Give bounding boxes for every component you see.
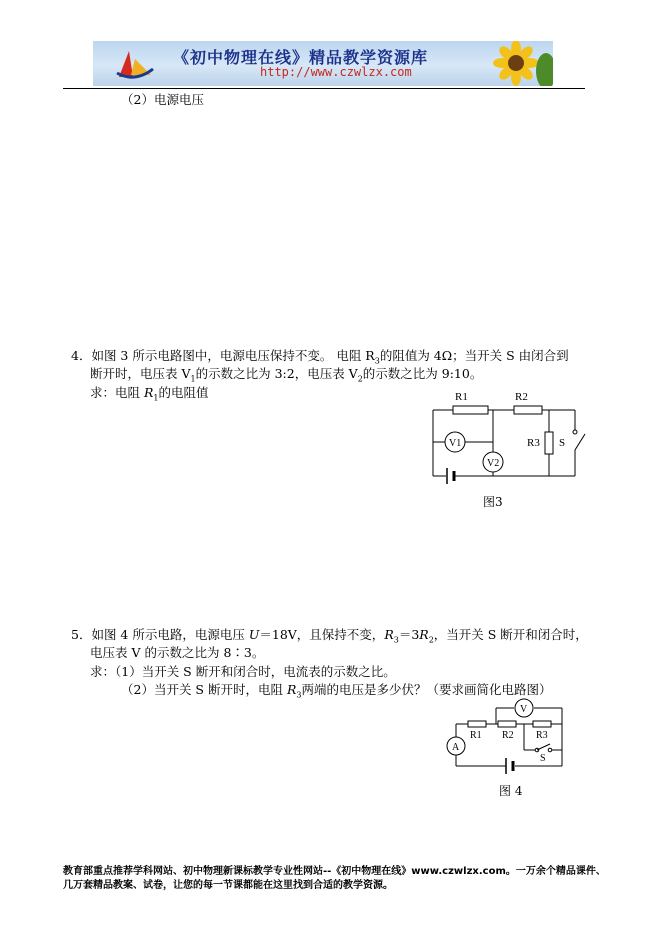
label-r3-fig4: R3 — [536, 730, 548, 741]
label-s-fig4: S — [540, 753, 546, 764]
figure4-caption: 图 4 — [499, 784, 523, 798]
footer-line1: 教育部重点推荐学科网站、初中物理新课标教学专业性网站--《初中物理在线》www.czwlzx.com。一万余个精品课件、 — [63, 866, 606, 877]
label-r2-fig4: R2 — [502, 730, 514, 741]
label-s: S — [559, 437, 566, 449]
resistor-r3-fig4 — [533, 721, 551, 727]
label-v2: V2 — [487, 458, 500, 469]
figure3-caption: 图3 — [483, 495, 503, 509]
sunflower-image — [488, 41, 553, 86]
circuit-figure-4 — [440, 694, 575, 782]
resistor-r2 — [514, 406, 542, 414]
label-v-fig4: V — [520, 704, 528, 715]
header-rule — [63, 88, 585, 89]
site-logo — [115, 49, 155, 81]
q5-line4: （2）当开关 S 断开时，电阻 $R_3$两端的电压是多少伏？（要求画简化电路图） — [121, 682, 552, 700]
label-a-fig4: A — [452, 742, 460, 753]
label-r3: R3 — [527, 437, 540, 449]
circuit-figure-3 — [425, 388, 595, 513]
q5-line1: 5．如图 4 所示电路，电源电压 U＝18V，且保持不变，$R_3=3R_2$，当开关 S 断开和闭合时， — [71, 627, 588, 645]
battery-symbol — [447, 468, 454, 484]
label-r1-fig4: R1 — [470, 730, 482, 741]
banner-title: 《初中物理在线》精品教学资源库 — [173, 48, 429, 67]
resistor-r1-fig4 — [468, 721, 486, 727]
footer-line2: 几万套精品教案、试卷，让您的每一节课都能在这里找到合适的教学资源。 — [63, 880, 393, 891]
label-r2: R2 — [515, 391, 528, 403]
q5-line3: 求：（1）当开关 S 断开和闭合时，电流表的示数之比。 — [90, 664, 396, 679]
resistor-r2-fig4 — [498, 721, 516, 727]
banner-url[interactable]: http://www.czwlzx.com — [260, 65, 412, 79]
label-v1: V1 — [449, 438, 462, 449]
q4-line3: 求：电阻 $R_1$的电阻值 — [90, 385, 209, 403]
battery-symbol-fig4 — [506, 758, 513, 774]
header-banner — [93, 41, 553, 86]
switch-s — [573, 430, 585, 450]
q4-line1: 4．如图 3 所示电路图中，电源电压保持不变。 电阻 $R_3$的阻值为 4Ω；当开关 S 由闭合到 — [71, 348, 569, 366]
q4-line2: 断开时，电压表 $V_1$的示数之比为 3:2，电压表 $V_2$的示数之比为 9:10。 — [90, 366, 483, 384]
part2-label: （2）电源电压 — [121, 92, 204, 107]
label-r1: R1 — [455, 391, 468, 403]
resistor-r3 — [545, 432, 553, 454]
switch-s-fig4 — [535, 744, 552, 752]
q5-line2: 电压表 V 的示数之比为 8∶3。 — [90, 645, 265, 660]
resistor-r1 — [453, 406, 488, 414]
